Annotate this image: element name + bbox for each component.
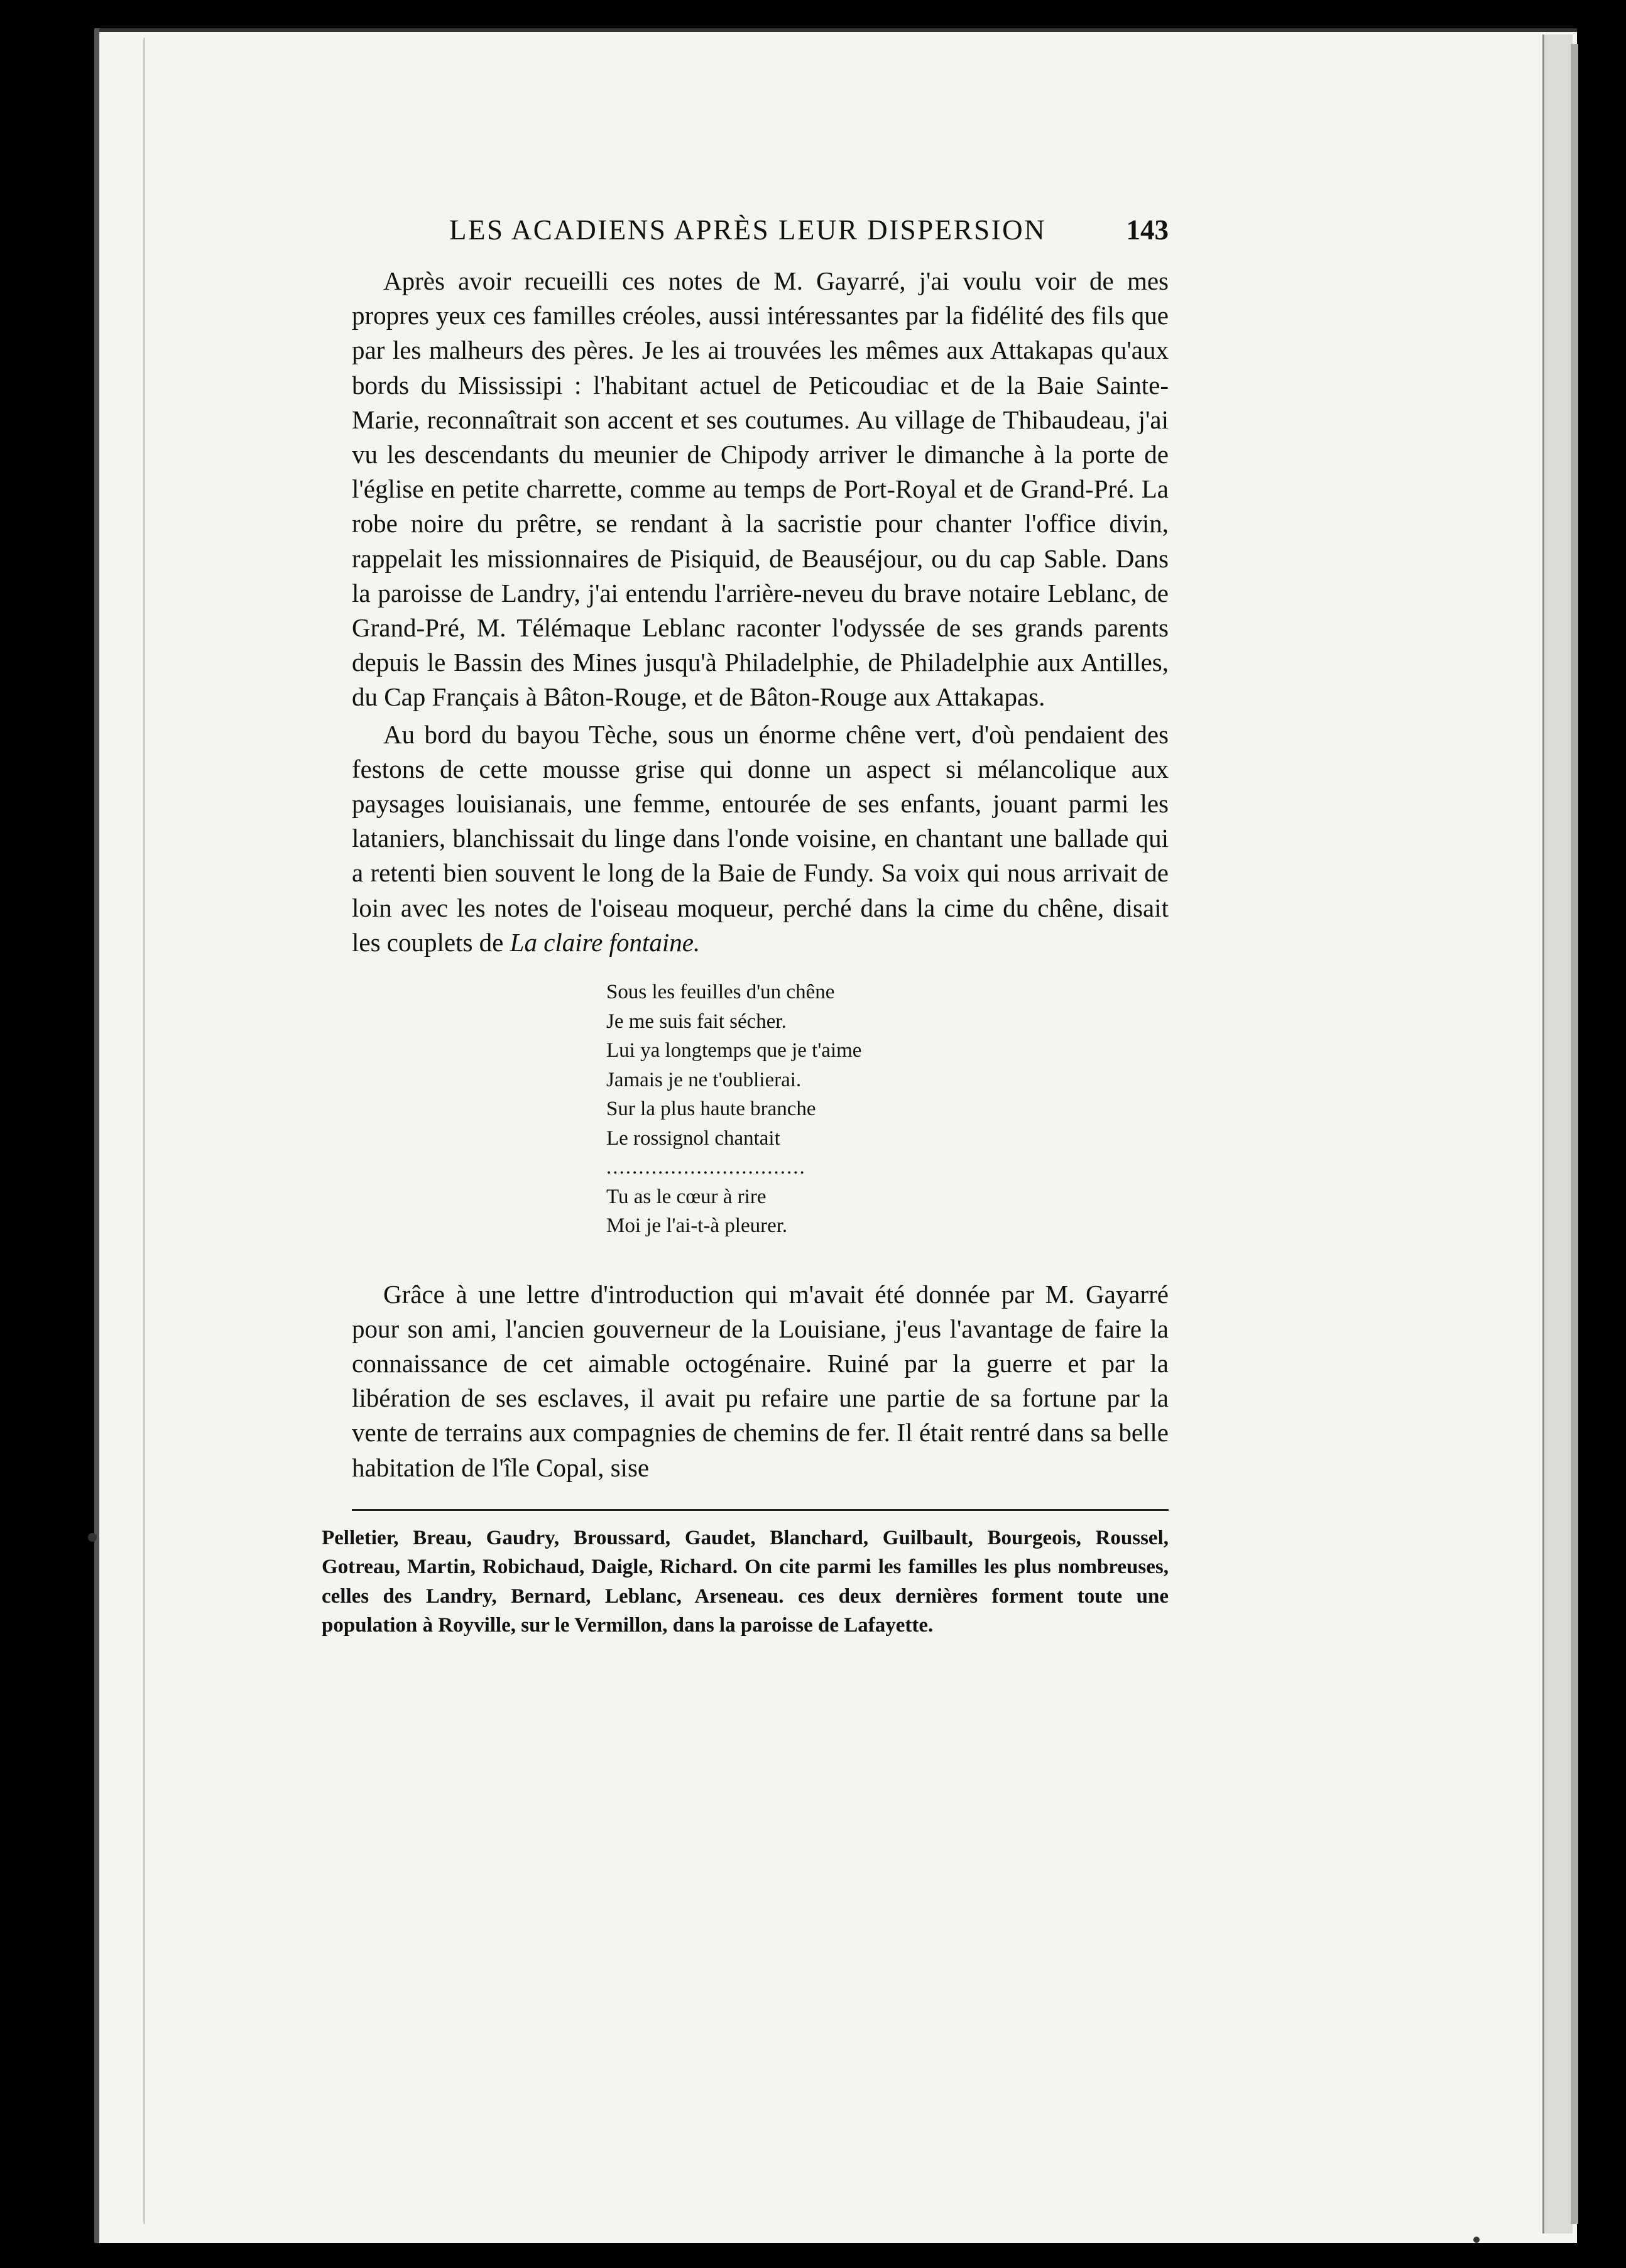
paragraph xyxy=(352,717,1169,960)
paragraph: Grâce à une lettre d'introduction qui m'avait été donnée par M. Gayarré pour son ami, l'ancien gouverneur de la Louisiane, j'eus l'avantage de faire la connaissance de cet aimable octogénaire. Ruiné par la guerre et par la libération de ses esclaves, il avait pu refaire une partie de sa fortune par la vente de terrains aux compagnies de chemins de fer. Il était rentré dans sa belle habitation de l'île Copal, sise xyxy=(352,1279,1169,1482)
paragraph-text: Au bord du bayou Tèche, sous un énorme chêne vert, d'où pendaient des festons de cette mousse grise qui donne un aspect si mélancolique aux paysages louisianais, une femme, entourée de ses enfants, jouant parmi les lataniers, blanchissait du linge dans l'onde voisine, en chantant une ballade qui a retenti bien souvent le long de la Baie de Fundy. Sa voix qui nous arrivait de loin avec les notes de l'oiseau moqueur, perché dans la cime du chêne, disait les couplets de xyxy=(352,719,1169,957)
page-left-edge xyxy=(94,28,99,2243)
song-title: La claire fontaine. xyxy=(510,927,701,957)
page-content xyxy=(322,214,1169,1661)
footnote-rule xyxy=(352,1509,1169,1511)
page-top-edge xyxy=(94,28,1577,32)
footnote: Pelletier, Breau, Gaudry, Broussard, Gaudet, Blanchard, Guilbault, Bourgeois, Roussel, Gotreau, Martin, Robichaud, Daigle, Richard. On cite parmi les familles les plus nombreuses, celles des Landry, Bernard, Leblanc, Arseneau. ces deux dernières forment toute une population à Royville, sur le Vermillon, dans la paroisse de Lafayette. xyxy=(322,1526,1169,1637)
scan-speck xyxy=(88,1533,97,1542)
poem-line: Tu as le cœur à rire xyxy=(606,1185,767,1208)
paragraph: Après avoir recueilli ces notes de M. Gayarré, j'ai voulu voir de mes propres yeux ces familles créoles, aussi intéressantes par la fidélité des fils que par les malheurs des pères. Je les ai trouvées les mêmes aux Attakapas qu'aux bords du Mississipi : l'habitant actuel de Peticoudiac et de la Baie Sainte-Marie, reconnaîtrait son accent et ses coutumes. Au village de Thibaudeau, j'ai vu les descendants du meunier de Chipody arriver le dimanche à la porte de l'église en petite charrette, comme au temps de Port-Royal et de Grand-Pré. La robe noire du prêtre, se rendant à la sacristie pour chanter l'office divin, rappelait les missionnaires de Pisiquid, de Beauséjour, ou du cap Sable. Dans la paroisse de Landry, j'ai entendu l'arrière-neveu du brave notaire Leblanc, de Grand-Pré, M. Télémaque Leblanc raconter l'odyssée de ses grands parents depuis le Bassin des Mines jusqu'à Philadelphie, de Philadelphie aux Antilles, du Cap Français à Bâton-Rouge, et de Bâton-Rouge aux Attakapas. xyxy=(352,266,1169,712)
poem-line: Sous les feuilles d'un chêne xyxy=(606,981,835,1004)
scan-speck xyxy=(1473,2237,1480,2243)
page-stack-edge-outer xyxy=(1571,44,1578,2224)
poem-ellipsis: ............................... xyxy=(606,1156,806,1179)
running-title: LES ACADIENS APRÈS LEUR DISPERSION xyxy=(449,214,1047,246)
poem-line: Le rossignol chantait xyxy=(606,1126,780,1150)
page-stack-edge xyxy=(1542,35,1573,2233)
poem-line: Moi je l'ai-t-à pleurer. xyxy=(606,1214,788,1238)
poem xyxy=(606,978,1169,1241)
poem-line: Lui ya longtemps que je t'aime xyxy=(606,1039,862,1062)
page-crease xyxy=(143,38,145,2224)
poem-line: Jamais je ne t'oublierai. xyxy=(606,1068,802,1091)
poem-line: Je me suis fait sécher. xyxy=(606,1010,787,1033)
page-number: 143 xyxy=(1126,214,1169,246)
poem-line: Sur la plus haute branche xyxy=(606,1098,816,1121)
running-header xyxy=(352,214,1169,264)
